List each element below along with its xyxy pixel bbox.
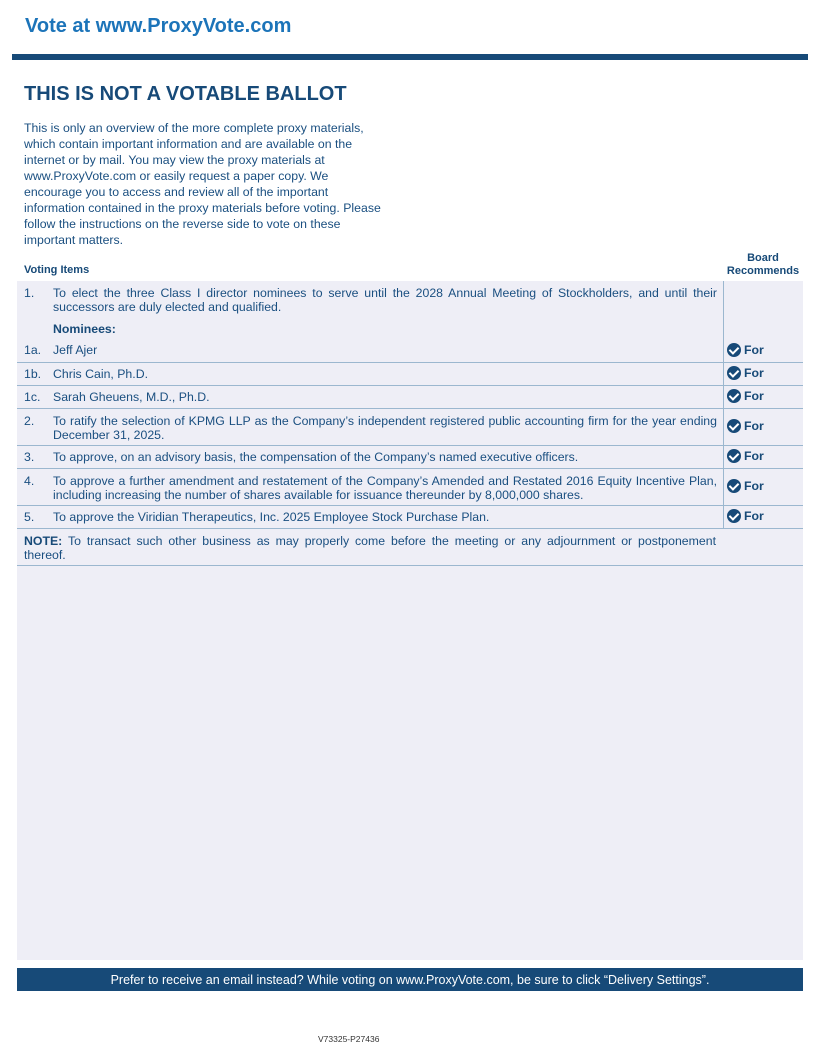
recommendation-for: For <box>744 419 764 433</box>
board-recommends-line1: Board <box>747 252 779 264</box>
table-row <box>17 339 803 363</box>
check-circle-icon <box>727 366 741 380</box>
recommend-cell <box>723 386 803 408</box>
nominees-label: Nominees: <box>53 322 116 336</box>
item-text: To elect the three Class I director nominees to serve until the 2028 Annual Meeting of Stockholders, and until their successors are duly elected and qualified. <box>53 286 717 314</box>
table-row <box>17 386 803 409</box>
note-body: To transact such other business as may properly come before the meeting or any adjournment or postponement thereof. <box>24 534 716 562</box>
table-row <box>17 506 803 529</box>
check-circle-icon <box>727 389 741 403</box>
table-row <box>17 446 803 469</box>
check-circle-icon <box>727 479 741 493</box>
item-number: 1b. <box>24 367 42 381</box>
item-number: 4. <box>24 474 35 488</box>
item-number: 1. <box>24 286 35 300</box>
item-text: To approve, on an advisory basis, the compensation of the Company’s named executive officers. <box>53 450 579 464</box>
item-number: 1c. <box>24 390 41 404</box>
recommend-cell <box>723 446 803 468</box>
recommend-cell <box>723 281 803 339</box>
item-text: To approve the Viridian Therapeutics, Inc. 2025 Employee Stock Purchase Plan. <box>53 510 490 524</box>
note-text <box>24 534 716 562</box>
item-text: Sarah Gheuens, M.D., Ph.D. <box>53 390 210 404</box>
recommend-cell <box>723 363 803 385</box>
recommendation-for: For <box>744 449 764 463</box>
recommendation-for: For <box>744 389 764 403</box>
header-divider <box>12 54 808 60</box>
table-row-item-1 <box>17 281 803 339</box>
recommendation-for: For <box>744 509 764 523</box>
table-row <box>17 363 803 386</box>
item-text: To approve a further amendment and restatement of the Company’s Amended and Restated 2016 Equity Incentive Plan, including increasing the number of shares available for issuance thereunder by 8,000,000 shares. <box>53 474 717 502</box>
recommendation-for: For <box>744 343 764 357</box>
check-circle-icon <box>727 419 741 433</box>
check-circle-icon <box>727 449 741 463</box>
delivery-settings-banner: Prefer to receive an email instead? While voting on www.ProxyVote.com, be sure to click “Delivery Settings”. <box>17 968 803 991</box>
table-row <box>17 409 803 446</box>
recommend-cell <box>723 469 803 505</box>
recommend-cell <box>723 339 803 362</box>
item-text: Chris Cain, Ph.D. <box>53 367 148 381</box>
recommend-cell <box>723 409 803 445</box>
recommend-cell <box>723 506 803 528</box>
voting-items-header: Voting Items <box>24 264 90 276</box>
item-number: 5. <box>24 510 35 524</box>
site-title: Vote at www.ProxyVote.com <box>25 15 292 37</box>
document-code: V73325-P27436 <box>318 1034 380 1044</box>
table-row <box>17 469 803 506</box>
item-number: 2. <box>24 414 35 428</box>
item-text: To ratify the selection of KPMG LLP as the Company’s independent registered public accounting firm for the year ending December 31, 2025. <box>53 414 717 442</box>
board-recommends-line2: Recommends <box>726 265 800 277</box>
item-text: Jeff Ajer <box>53 343 98 357</box>
note-row <box>17 529 803 566</box>
check-circle-icon <box>727 509 741 523</box>
recommendation-for: For <box>744 479 764 493</box>
board-recommends-header <box>722 252 804 278</box>
intro-paragraph: This is only an overview of the more complete proxy materials, which contain important information and are available on the internet or by mail. You may view the proxy materials at www.ProxyVote.com or easily request a paper copy. We encourage you to access and review all of the important information contained in the proxy materials before voting. Please follow the instructions on the reverse side to vote on these important matters. <box>24 121 381 247</box>
page-title: THIS IS NOT A VOTABLE BALLOT <box>24 83 347 105</box>
check-circle-icon <box>727 343 741 357</box>
note-label: NOTE: <box>24 534 63 548</box>
item-number: 3. <box>24 450 35 464</box>
recommendation-for: For <box>744 366 764 380</box>
item-number: 1a. <box>24 343 42 357</box>
voting-items-table <box>17 281 803 566</box>
